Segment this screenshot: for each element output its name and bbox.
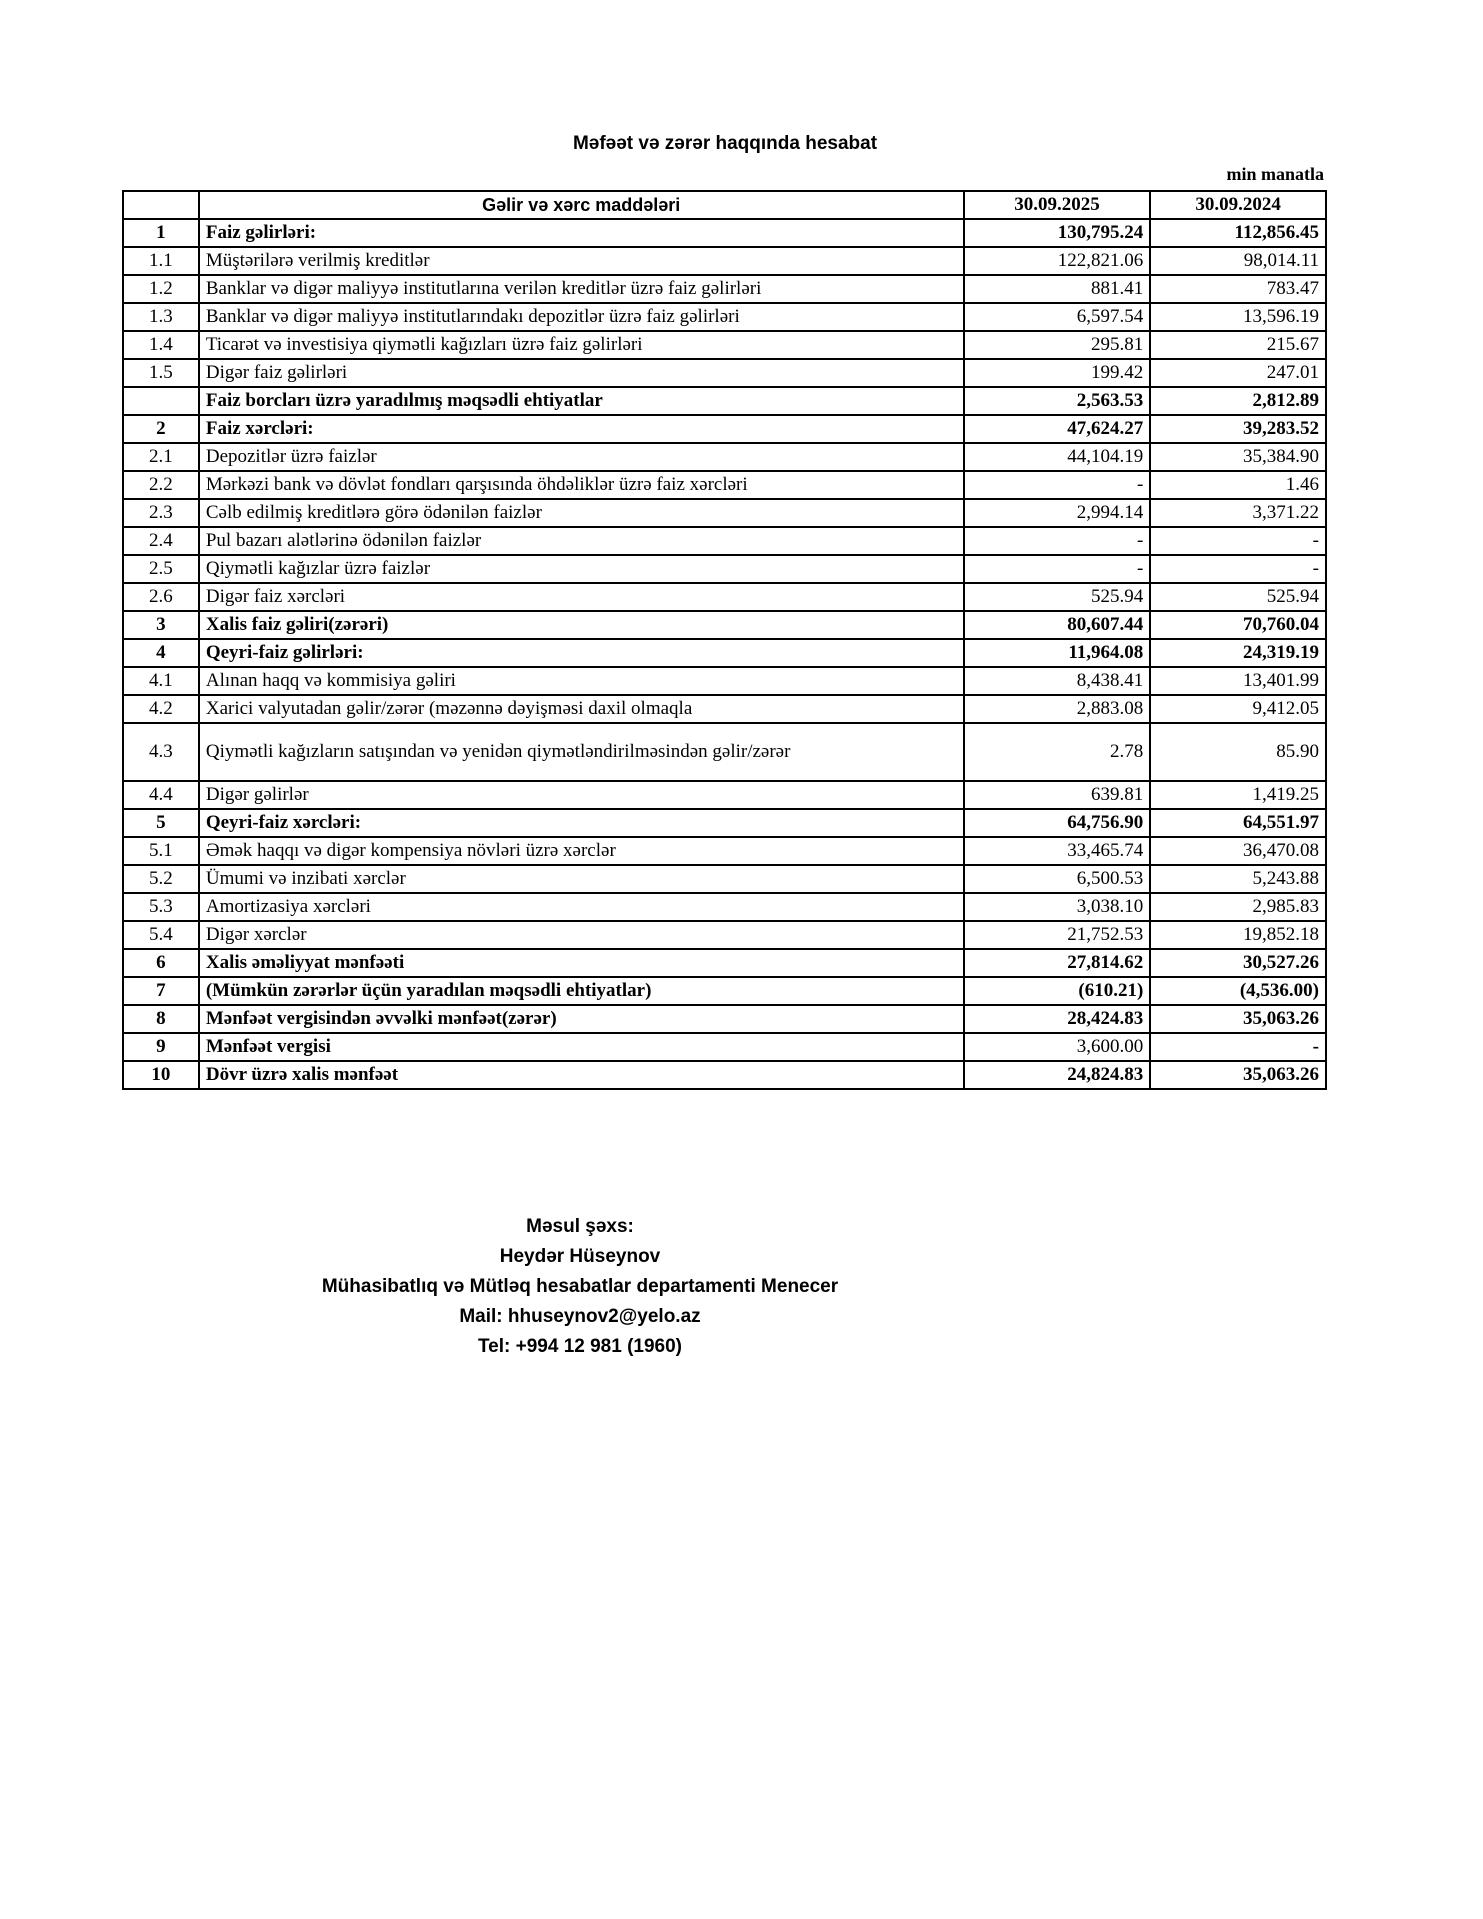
header-number [123,191,199,219]
value-2025: 3,038.10 [964,893,1151,921]
table-row [123,1033,1326,1061]
value-2024: 525.94 [1150,583,1326,611]
header-2025: 30.09.2025 [964,191,1151,219]
value-2024: 9,412.05 [1150,695,1326,723]
report-title: Məfəət və zərər haqqında hesabat [572,133,878,154]
table-row [123,583,1326,611]
value-2025: 2,994.14 [964,499,1151,527]
value-2024: (4,536.00) [1150,977,1326,1005]
table-row [123,865,1326,893]
value-2025: 199.42 [964,359,1151,387]
row-number: 2.2 [123,471,199,499]
value-2024: 3,371.22 [1150,499,1326,527]
footer-position: Mühasibatlıq və Mütləq hesabatlar departamenti Menecer [321,1276,839,1297]
value-2025: 80,607.44 [964,611,1151,639]
row-number: 1.2 [123,275,199,303]
table-row [123,331,1326,359]
table-row [123,555,1326,583]
value-2024: 98,014.11 [1150,247,1326,275]
table-row [123,1005,1326,1033]
value-2024: 247.01 [1150,359,1326,387]
value-2024: 36,470.08 [1150,837,1326,865]
row-label: (Mümkün zərərlər üçün yaradılan məqsədli ehtiyatlar) [199,977,964,1005]
value-2024: - [1150,527,1326,555]
row-number: 5.3 [123,893,199,921]
table-row [123,893,1326,921]
row-label: Ticarət və investisiya qiymətli kağızları üzrə faiz gəlirləri [199,331,964,359]
row-label: Amortizasiya xərcləri [199,893,964,921]
row-label: Depozitlər üzrə faizlər [199,443,964,471]
value-2024: 783.47 [1150,275,1326,303]
value-2024: 215.67 [1150,331,1326,359]
row-label: Qeyri-faiz xərcləri: [199,809,964,837]
row-number: 2.1 [123,443,199,471]
value-2025: 2,883.08 [964,695,1151,723]
table-row [123,443,1326,471]
value-2024: 64,551.97 [1150,809,1326,837]
value-2025: (610.21) [964,977,1151,1005]
table-row [123,921,1326,949]
value-2025: 8,438.41 [964,667,1151,695]
row-number: 1.4 [123,331,199,359]
row-label: Banklar və digər maliyyə institutlarına verilən kreditlər üzrə faiz gəlirləri [199,275,964,303]
row-number: 2.5 [123,555,199,583]
row-number: 1.5 [123,359,199,387]
row-number: 2 [123,415,199,443]
row-number: 6 [123,949,199,977]
value-2024: 19,852.18 [1150,921,1326,949]
row-label: Xalis əməliyyat mənfəəti [199,949,964,977]
row-number: 4.3 [123,723,199,781]
value-2024: 112,856.45 [1150,219,1326,247]
value-2025: - [964,527,1151,555]
value-2024: 70,760.04 [1150,611,1326,639]
row-number: 2.4 [123,527,199,555]
value-2025: 11,964.08 [964,639,1151,667]
table-row [123,695,1326,723]
row-label: Digər faiz gəlirləri [199,359,964,387]
row-number: 5.1 [123,837,199,865]
value-2024: 2,985.83 [1150,893,1326,921]
row-label: Pul bazarı alətlərinə ödənilən faizlər [199,527,964,555]
table-row [123,415,1326,443]
row-label: Faiz borcları üzrə yaradılmış məqsədli ehtiyatlar [199,387,964,415]
table-body [123,219,1326,1089]
value-2024: 1.46 [1150,471,1326,499]
value-2025: - [964,471,1151,499]
row-number: 4.2 [123,695,199,723]
table-row [123,1061,1326,1089]
row-label: Dövr üzrə xalis mənfəət [199,1061,964,1089]
table-row [123,837,1326,865]
row-number: 4.1 [123,667,199,695]
value-2025: 2,563.53 [964,387,1151,415]
value-2025: 130,795.24 [964,219,1151,247]
row-number: 9 [123,1033,199,1061]
row-label: Alınan haqq və kommisiya gəliri [199,667,964,695]
table-row [123,977,1326,1005]
header-items: Gəlir və xərc maddələri [199,191,964,219]
row-label: Xalis faiz gəliri(zərəri) [199,611,964,639]
row-label: Mərkəzi bank və dövlət fondları qarşısında öhdəliklər üzrə faiz xərcləri [199,471,964,499]
row-label: Banklar və digər maliyyə institutlarındakı depozitlər üzrə faiz gəlirləri [199,303,964,331]
footer-name: Heydər Hüseynov [499,1246,661,1267]
table-row [123,219,1326,247]
value-2024: 35,063.26 [1150,1005,1326,1033]
table-row [123,303,1326,331]
value-2024: 24,319.19 [1150,639,1326,667]
value-2024: 35,063.26 [1150,1061,1326,1089]
value-2025: 6,500.53 [964,865,1151,893]
value-2025: 47,624.27 [964,415,1151,443]
value-2025: 6,597.54 [964,303,1151,331]
row-label: Cəlb edilmiş kreditlərə görə ödənilən faizlər [199,499,964,527]
row-number: 2.3 [123,499,199,527]
row-number: 3 [123,611,199,639]
row-label: Digər xərclər [199,921,964,949]
unit-label: min manatla [1226,164,1324,184]
row-label: Qiymətli kağızlar üzrə faizlər [199,555,964,583]
value-2024: 1,419.25 [1150,781,1326,809]
value-2024: - [1150,555,1326,583]
value-2025: 2.78 [964,723,1151,781]
value-2024: 30,527.26 [1150,949,1326,977]
row-number: 2.6 [123,583,199,611]
row-label: Ümumi və inzibati xərclər [199,865,964,893]
table-row [123,471,1326,499]
table-row [123,611,1326,639]
footer-heading: Məsul şəxs: [526,1216,634,1237]
table-row [123,499,1326,527]
row-label: Qeyri-faiz gəlirləri: [199,639,964,667]
value-2024: - [1150,1033,1326,1061]
table-row [123,723,1326,781]
value-2024: 35,384.90 [1150,443,1326,471]
value-2025: 639.81 [964,781,1151,809]
row-number: 5.4 [123,921,199,949]
value-2025: 33,465.74 [964,837,1151,865]
row-label: Digər gəlirlər [199,781,964,809]
header-2024: 30.09.2024 [1150,191,1326,219]
row-number: 8 [123,1005,199,1033]
value-2024: 85.90 [1150,723,1326,781]
table-row [123,667,1326,695]
value-2025: 525.94 [964,583,1151,611]
row-label: Faiz gəlirləri: [199,219,964,247]
row-number: 4 [123,639,199,667]
value-2024: 2,812.89 [1150,387,1326,415]
table-header-row [123,191,1326,219]
row-number: 7 [123,977,199,1005]
value-2024: 13,596.19 [1150,303,1326,331]
row-label: Əmək haqqı və digər kompensiya növləri üzrə xərclər [199,837,964,865]
table-row [123,809,1326,837]
table-row [123,275,1326,303]
table-row [123,359,1326,387]
value-2025: 24,824.83 [964,1061,1151,1089]
row-label: Xarici valyutadan gəlir/zərər (məzənnə dəyişməsi daxil olmaqla [199,695,964,723]
responsible-person-block [0,1212,1160,1362]
table-row [123,387,1326,415]
value-2025: 295.81 [964,331,1151,359]
table-row [123,781,1326,809]
row-label: Qiymətli kağızların satışından və yenidən qiymətləndirilməsindən gəlir/zərər [199,723,964,781]
value-2025: 3,600.00 [964,1033,1151,1061]
value-2024: 5,243.88 [1150,865,1326,893]
value-2024: 39,283.52 [1150,415,1326,443]
row-number [123,387,199,415]
value-2025: - [964,555,1151,583]
row-label: Mənfəət vergisi [199,1033,964,1061]
row-label: Mənfəət vergisindən əvvəlki mənfəət(zərər) [199,1005,964,1033]
footer-mail[interactable]: Mail: hhuseynov2@yelo.az [459,1306,701,1327]
value-2025: 64,756.90 [964,809,1151,837]
row-number: 4.4 [123,781,199,809]
row-number: 5 [123,809,199,837]
row-label: Faiz xərcləri: [199,415,964,443]
row-number: 10 [123,1061,199,1089]
row-label: Müştərilərə verilmiş kreditlər [199,247,964,275]
row-number: 1.3 [123,303,199,331]
table-row [123,527,1326,555]
value-2025: 122,821.06 [964,247,1151,275]
table-row [123,639,1326,667]
row-number: 1 [123,219,199,247]
value-2025: 881.41 [964,275,1151,303]
value-2025: 28,424.83 [964,1005,1151,1033]
row-number: 1.1 [123,247,199,275]
row-number: 5.2 [123,865,199,893]
value-2024: 13,401.99 [1150,667,1326,695]
row-label: Digər faiz xərcləri [199,583,964,611]
value-2025: 44,104.19 [964,443,1151,471]
income-statement-table [122,190,1327,1090]
value-2025: 21,752.53 [964,921,1151,949]
table-row [123,949,1326,977]
value-2025: 27,814.62 [964,949,1151,977]
footer-tel: Tel: +994 12 981 (1960) [477,1336,683,1357]
table-row [123,247,1326,275]
